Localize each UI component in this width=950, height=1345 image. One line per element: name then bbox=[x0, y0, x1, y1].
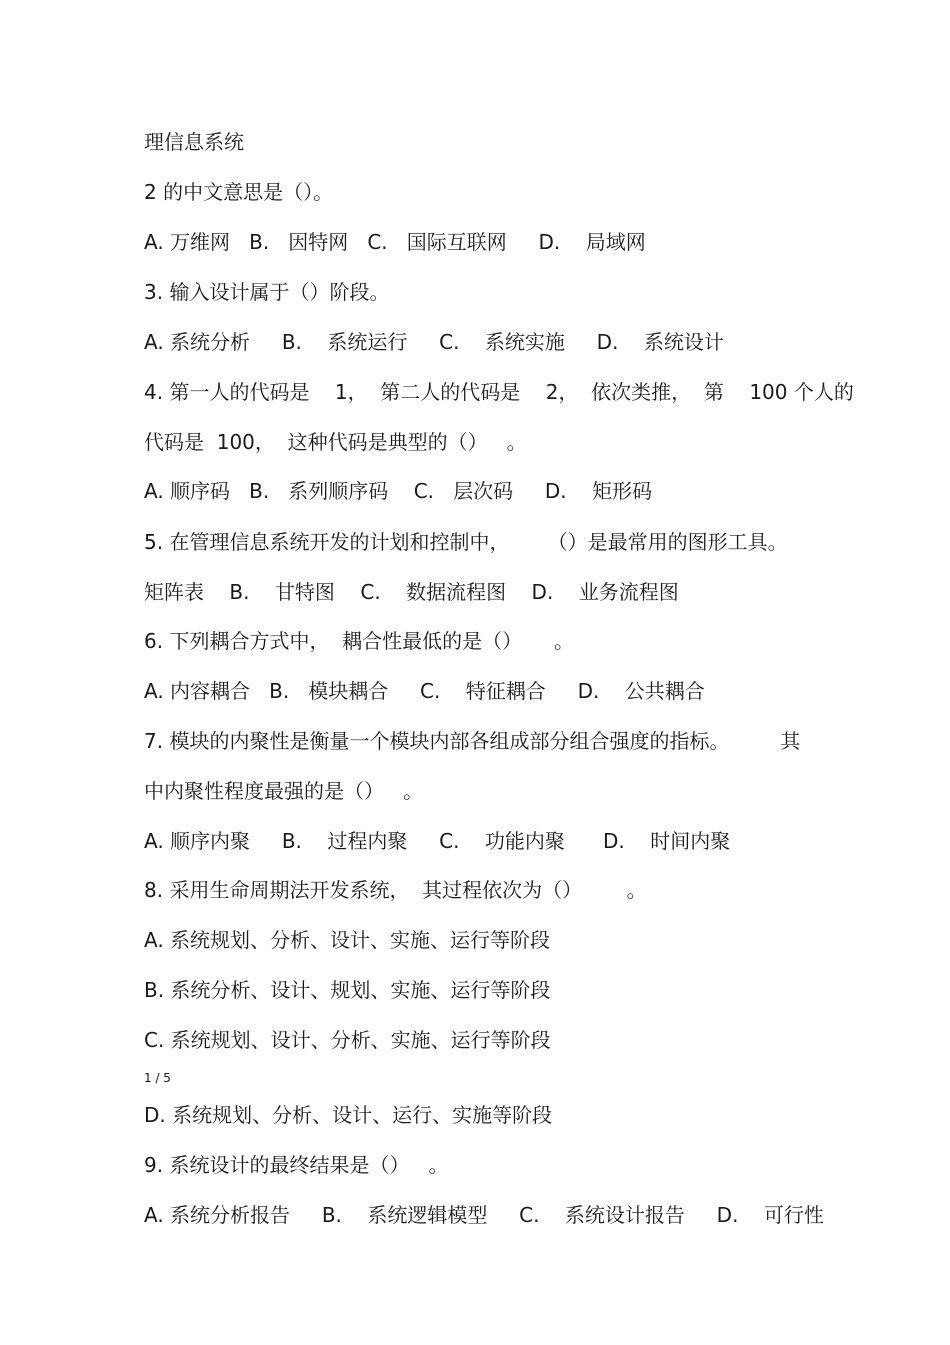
question-2-options: A. 万维网 B. 因特网 C. 国际互联网 D. 局域网 bbox=[144, 230, 646, 254]
question-8-option-c: C. 系统规划、设计、分析、实施、运行等阶段 bbox=[144, 1028, 551, 1052]
question-7-options: A. 顺序内聚 B. 过程内聚 C. 功能内聚 D. 时间内聚 bbox=[144, 829, 731, 853]
question-8-option-b: B. 系统分析、设计、规划、实施、运行等阶段 bbox=[144, 978, 551, 1002]
question-8-option-d: D. 系统规划、分析、设计、运行、实施等阶段 bbox=[144, 1103, 553, 1127]
question-9-options: A. 系统分析报告 B. 系统逻辑模型 C. 系统设计报告 D. 可行性 bbox=[144, 1203, 824, 1227]
question-8-option-a: A. 系统规划、分析、设计、实施、运行等阶段 bbox=[144, 928, 551, 952]
text-line: 理信息系统 bbox=[144, 130, 244, 154]
question-5: 5. 在管理信息系统开发的计划和控制中， （）是最常用的图形工具。 bbox=[144, 530, 788, 554]
question-8: 8. 采用生命周期法开发系统， 其过程依次为（） 。 bbox=[144, 878, 647, 902]
question-5-options: 矩阵表 B. 甘特图 C. 数据流程图 D. 业务流程图 bbox=[144, 580, 679, 604]
question-3: 3. 输入设计属于（）阶段。 bbox=[144, 280, 390, 304]
question-2: 2 的中文意思是（）。 bbox=[144, 180, 334, 204]
question-6-options: A. 内容耦合 B. 模块耦合 C. 特征耦合 D. 公共耦合 bbox=[144, 679, 705, 703]
question-4-options: A. 顺序码 B. 系列顺序码 C. 层次码 D. 矩形码 bbox=[144, 479, 653, 503]
question-4: 4. 第一人的代码是 1， 第二人的代码是 2， 依次类推， 第 100 个人的 bbox=[144, 380, 854, 404]
question-9: 9. 系统设计的最终结果是（） 。 bbox=[144, 1153, 449, 1177]
question-4-continued: 代码是 100， 这种代码是典型的（） 。 bbox=[144, 430, 527, 454]
page-number: 1 / 5 bbox=[144, 1071, 171, 1085]
question-7: 7. 模块的内聚性是衡量一个模块内部各组成部分组合强度的指标。 其 bbox=[144, 729, 801, 753]
question-6: 6. 下列耦合方式中， 耦合性最低的是（） 。 bbox=[144, 629, 574, 653]
question-7-continued: 中内聚性程度最强的是（） 。 bbox=[144, 779, 424, 803]
question-3-options: A. 系统分析 B. 系统运行 C. 系统实施 D. 系统设计 bbox=[144, 330, 724, 354]
